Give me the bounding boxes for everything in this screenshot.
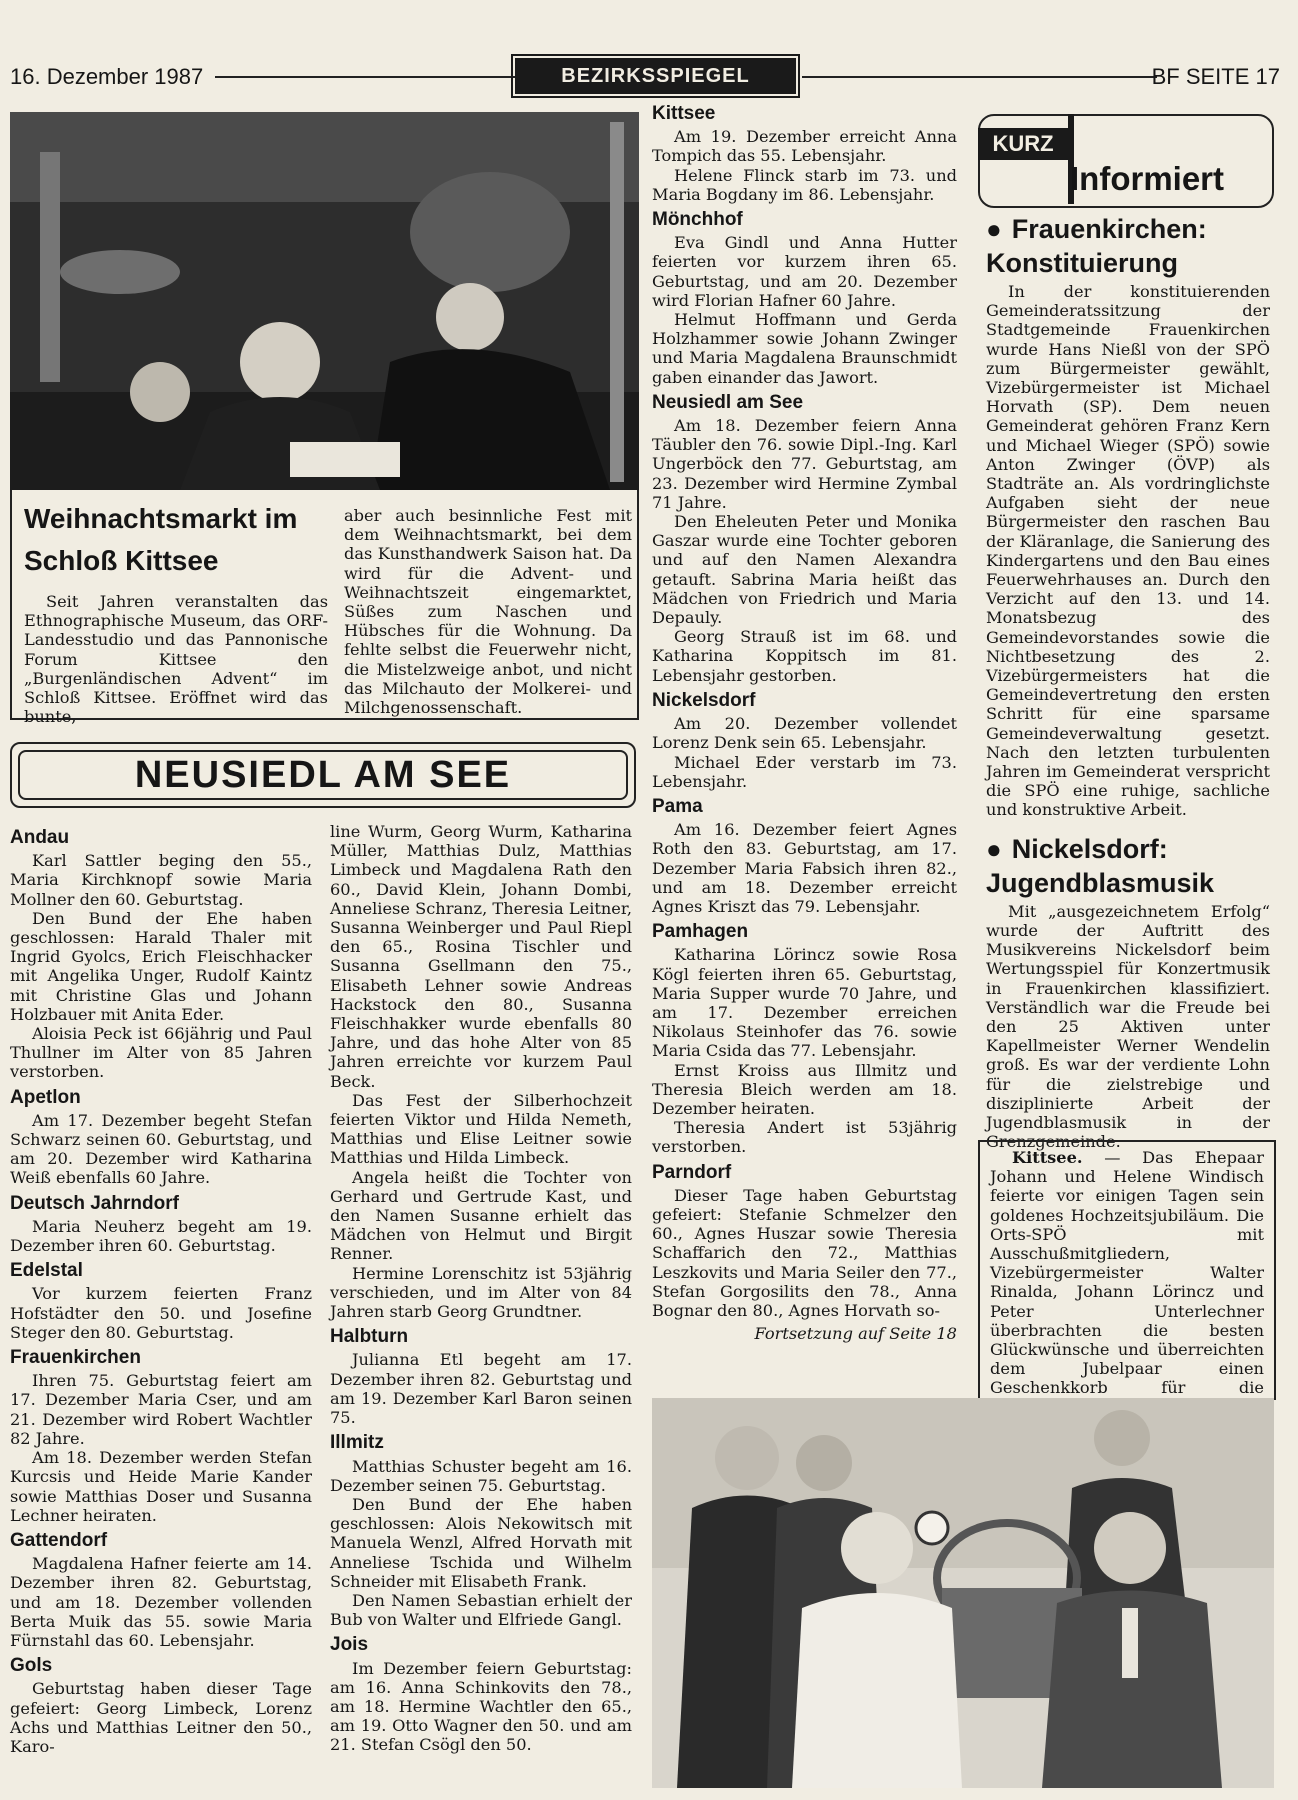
news-section-illmitz <box>330 1433 632 1629</box>
news-section-andau <box>10 828 312 1082</box>
news-section-gattendorf <box>10 1531 312 1650</box>
feature-article-box <box>10 490 639 727</box>
news-section-jois <box>330 1635 632 1754</box>
kurz-informiert-header <box>978 114 1274 208</box>
christmas-market-photo <box>10 112 639 490</box>
golden-wedding-photo <box>652 1398 1274 1788</box>
kurz-news-column <box>986 212 1270 1151</box>
news-paragraph: Julianna Etl begeht am 17. Dezember ihren 82. Geburtstag und am 19. Dezember Karl Baron seinen 75. <box>330 1350 632 1428</box>
kittsee-text: — Das Ehepaar Johann und Helene Windisch feierte vor einigen Tagen sein goldenes Hochzeitsjubiläum. Die Orts-SPÖ mit Ausschußmitgliedern, Vizebürgermeister Walter Rinalda, Johann Lörincz und Peter Unterlechner überbrachten die besten Glückwünsche und überreichten dem Jubelpaar einen Geschenkkorb für die <box>990 1148 1264 1398</box>
news-section-deutsch-jahrndorf <box>10 1194 312 1256</box>
kurz-text: Mit „ausgezeichnetem Erfolg“ wurde der Auftritt des Musikvereins Nickelsdorf beim Wertungsspiel für Konzertmusik in Frauenkirchen klassifiziert. Verständlich war die Freude bei den 25 Aktiven unter Kapellmeister Werner Wendelin groß. Es war der verdiente Lohn für die zielstrebige und disziplinierte Arbeit der Jugendblasmusik in der Grenzgemeinde. <box>986 901 1270 1152</box>
news-paragraph: Am 18. Dezember werden Stefan Kurcsis und Heide Marie Kander sowie Matthias Doser und Susanna Lechner heiraten. <box>10 1448 312 1525</box>
town-heading: Neusiedl am See <box>652 391 804 413</box>
news-section-halbturn <box>330 1327 632 1427</box>
news-paragraph: Helene Flinck starb im 73. und Maria Bogdany im 86. Lebensjahr. <box>652 165 957 204</box>
town-heading: Kittsee <box>652 103 716 124</box>
news-paragraph: Ernst Kroiss aus Illmitz und Theresia Bleich werden am 18. Dezember heiraten. <box>652 1060 957 1118</box>
column-left <box>10 822 312 1756</box>
district-title: NEUSIEDL AM SEE <box>18 750 628 800</box>
news-paragraph: Den Bund der Ehe haben geschlossen: Alois Nekowitsch mit Manuela Wenzl, Alfred Horvath mit Anneliese Tschida und Wilhelm Schneider mit Elisabeth Frank. <box>330 1494 632 1591</box>
kurz-heading-line2: Konstituierung <box>986 248 1178 278</box>
kittsee-lead: Kittsee. <box>1012 1148 1083 1167</box>
town-heading: Nickelsdorf <box>652 689 756 711</box>
bullet-dot-icon: ● <box>986 214 1002 244</box>
news-paragraph: Dieser Tage haben Geburtstag gefeiert: Stefanie Schmelzer den 60., Agnes Huszar sowie Theresia Schaffarich den 72., Matthias Leszkovits und Maria Seiler den 77., Stefan Gorgosilits den 78., Anna Bognar den 80., Agnes Horvath so- <box>652 1185 957 1320</box>
header-rule-left <box>215 76 515 78</box>
news-paragraph: Aloisia Peck ist 66jährig und Paul Thullner im Alter von 85 Jahren verstorben. <box>10 1024 312 1082</box>
news-paragraph: Den Eheleuten Peter und Monika Gaszar wurde eine Tochter geboren und auf den Namen Alexandra getauft. Sabrina Maria heißt das Mädchen von Friedrich und Maria Depauly. <box>652 512 957 628</box>
news-section-pama <box>652 797 957 916</box>
news-section-kittsee <box>652 104 957 204</box>
feature-title-line1: Weihnachtsmarkt im <box>24 503 298 534</box>
news-paragraph: Georg Strauß ist im 68. und Katharina Koppitsch im 81. Lebensjahr gestorben. <box>652 627 957 685</box>
issue-date: 16. Dezember 1987 <box>10 64 204 89</box>
town-heading: Illmitz <box>330 1432 384 1454</box>
news-paragraph: Den Namen Sebastian erhielt der Bub von Walter und Elfriede Gangl. <box>330 1590 632 1630</box>
news-section-nickelsdorf <box>652 691 957 791</box>
news-paragraph: line Wurm, Georg Wurm, Katharina Müller, Matthias Dulz, Matthias Limbeck und Magdalena Rath den 60., David Klein, Johann Dombi, Anneliese Schranz, Theresia Leitner, Susanna Weinberger und Paul Riepl den 65., Rosina Tischler und Susanna Gsellmann den 75., Elisabeth Lehner sowie Andreas Hackstock den 80., Susanna Fleischhakker wurde ebenfalls 80 Jahre, und das hohe Alter von 85 Jahren erreichte vor kurzem Paul Beck. <box>330 822 632 1091</box>
news-paragraph: Hermine Lorenschitz ist 53jährig verschieden, und im Alter von 84 Jahren starb Georg Grundtner. <box>330 1263 632 1322</box>
kurz-title: Informiert <box>1070 160 1225 197</box>
news-paragraph: Im Dezember feiern Geburtstag: am 16. Anna Schinkovits den 78., am 18. Hermine Wachtler den 65., am 19. Otto Wagner den 50. und am 21. Stefan Csögl den 50. <box>330 1658 632 1755</box>
town-heading: Gols <box>10 1655 53 1677</box>
town-heading: Mönchhof <box>652 209 743 231</box>
feature-title-line2: Schloß Kittsee <box>24 545 219 576</box>
news-paragraph: Am 19. Dezember erreicht Anna Tompich das 55. Lebensjahr. <box>652 127 957 166</box>
town-heading: Pama <box>652 795 703 817</box>
news-section-edelstal <box>10 1261 312 1342</box>
news-paragraph: Das Fest der Silberhochzeit feierten Viktor und Hilda Nemeth, Matthias und Elise Leitner sowie Matthias und Hilda Limbeck. <box>330 1090 632 1168</box>
news-paragraph: Ihren 75. Geburtstag feiert am 17. Dezember Maria Cser, und am 21. Dezember wird Robert Wachtler 82 Jahre. <box>10 1371 312 1448</box>
news-paragraph: Michael Eder verstarb im 73. Lebensjahr. <box>652 752 957 791</box>
town-heading: Gattendorf <box>10 1529 108 1551</box>
section-title: BEZIRKSSPIEGEL <box>515 58 796 94</box>
kurz-badge: KURZ <box>978 128 1068 160</box>
news-section-parndorf <box>652 1163 957 1321</box>
town-heading: Edelstal <box>10 1260 83 1282</box>
news-paragraph: Magdalena Hafner feierte am 14. Dezember ihren 82. Geburtstag, und am 18. Dezember vollenden Berta Muik das 55. sowie Maria Fürnstahl das 60. Lebensjahr. <box>10 1554 312 1650</box>
news-paragraph: Am 20. Dezember vollendet Lorenz Denk sein 65. Lebensjahr. <box>652 714 957 753</box>
bullet-dot-icon: ● <box>986 833 1002 864</box>
news-paragraph: Den Bund der Ehe haben geschlossen: Harald Thaler mit Ingrid Gyolcs, Erich Fleischhacker mit Angelika Unger, Rudolf Kaintz mit Christine Glas und Johann Holzbauer mit Anita Eder. <box>10 908 312 1024</box>
news-paragraph: Am 16. Dezember feiert Agnes Roth den 83. Geburtstag, am 17. Dezember Maria Fabsich ihren 82., und am 18. Dezember erreicht Agnes Kriszt das 79. Lebensjahr. <box>652 820 957 916</box>
news-section-moenchhof <box>652 210 957 387</box>
news-paragraph: Am 18. Dezember feiern Anna Täubler den 76. sowie Dipl.-Ing. Karl Ungerböck den 77. Geburtstag, am 23. Dezember wird Hermine Zymbal 71 Jahre. <box>652 416 957 512</box>
kurz-heading-line1: Nickelsdorf: <box>1011 833 1168 864</box>
news-paragraph: Maria Neuherz begeht am 19. Dezember ihren 60. Geburtstag. <box>10 1216 312 1256</box>
district-banner <box>10 742 636 808</box>
news-paragraph: Geburtstag haben dieser Tage gefeiert: Georg Limbeck, Lorenz Achs und Matthias Leitner den 50., Karo- <box>10 1679 312 1756</box>
kurz-item-frauenkirchen <box>986 212 1270 820</box>
town-heading: Deutsch Jahrndorf <box>10 1192 179 1214</box>
news-paragraph: Angela heißt die Tochter von Gerhard und Gertrude Kast, und den Namen Susanne erhielt das Mädchen von Helmut und Birgit Renner. <box>330 1167 632 1264</box>
news-section-pamhagen <box>652 922 957 1156</box>
news-section-frauenkirchen <box>10 1348 312 1525</box>
news-section-neusiedl <box>652 393 957 685</box>
news-paragraph: Katharina Lörincz sowie Rosa Kögl feierten ihren 65. Geburtstag, Maria Supper wurde 70 Jahre, und am 17. Dezember erreichen Nikolaus Steinhofer das 76. sowie Maria Csida das 77. Lebensjahr. <box>652 945 957 1061</box>
header-rule-right <box>802 76 1157 78</box>
news-paragraph: Theresia Andert ist 53jährig verstorben. <box>652 1118 957 1157</box>
column-right <box>652 104 957 1343</box>
town-heading: Frauenkirchen <box>10 1347 141 1369</box>
town-heading: Andau <box>10 827 70 848</box>
page-number: BF SEITE 17 <box>1151 64 1280 89</box>
page-header <box>10 56 1280 94</box>
town-heading: Parndorf <box>652 1161 732 1183</box>
kurz-item-nickelsdorf <box>986 832 1270 1152</box>
kurz-text: In der konstituierenden Gemeinderatssitzung der Stadtgemeinde Frauenkirchen wurde Hans Nießl von der SPÖ zum Bürgermeister gewählt, Vizebürgermeister ist Michael Horvath (SP). Dem neuen Gemeinderat gehören Franz Kern und Michael Wieger (SPÖ) sowie Anton Zwinger (ÖVP) als Stadträte an. Als vordringlichste Aufgaben sieht der neue Bürgermeister den raschen Bau der Kläranlage, die Sanierung des Kindergartens und den Bau eines Feuerwehrhauses an. Durch den Verzicht auf den 13. und 14. Monatsbezug des Gemeindevorstandes sowie die Nichtbesetzung des 2. Vizebürgermeisters hat die Gemeindevertretung den ersten Schritt für eine sparsame Gemeindeverwaltung gesetzt. Nach den letzten turbulenten Jahren im Gemeinderat verspricht die SPÖ eine ruhige, sachliche und konstruktive Arbeit. <box>986 282 1270 820</box>
news-paragraph: Karl Sattler beging den 55., Maria Kirchknopf sowie Maria Mollner den 60. Geburtstag. <box>10 851 312 909</box>
news-section-gols <box>10 1656 312 1756</box>
column-middle <box>330 822 632 1755</box>
feature-text-col1: Seit Jahren veranstalten das Ethnographische Museum, das ORF-Landesstudio und das Pannonische Forum Kittsee den „Burgenländischen Advent“ im Schloß Kittsee. Eröffnet wird das bunte, <box>24 592 328 727</box>
kurz-heading-line1: Frauenkirchen: <box>1011 214 1207 244</box>
news-paragraph: Helmut Hoffmann und Gerda Holzhammer sowie Johann Zwinger und Maria Magdalena Braunschmidt gaben einander das Jawort. <box>652 310 957 387</box>
kurz-heading-line2: Jugendblasmusik <box>986 867 1215 898</box>
news-section-gols-continued <box>330 822 632 1321</box>
continued-note: Fortsetzung auf Seite 18 <box>754 1324 957 1344</box>
kittsee-anniversary-box <box>978 1140 1276 1400</box>
news-paragraph: Eva Gindl und Anna Hutter feierten vor kurzem ihren 65. Geburtstag, und am 20. Dezember wird Florian Hafner 60 Jahre. <box>652 233 957 310</box>
news-paragraph: Am 17. Dezember begeht Stefan Schwarz seinen 60. Geburtstag, und am 20. Dezember wird Katharina Weiß ebenfalls 60 Jahre. <box>10 1110 312 1188</box>
news-section-apetlon <box>10 1088 312 1188</box>
town-heading: Pamhagen <box>652 921 749 943</box>
town-heading: Apetlon <box>10 1086 81 1108</box>
feature-text-col2: aber auch besinnliche Fest mit dem Weihnachtsmarkt, bei dem das Kunsthandwerk Saison hat. Da wird für die Advent- und Weihnachtszeit eingemarktet, Süßes zum Naschen und Hübsches für die Wohnung. Da fehlte selbst die Feuerwehr nicht, die Mistelzweige anbot, und nicht das Milchauto der Molkerei- und Milchgenossenschaft. <box>344 506 632 718</box>
news-paragraph: Matthias Schuster begeht am 16. Dezember seinen 75. Geburtstag. <box>330 1456 632 1495</box>
town-heading: Jois <box>330 1634 369 1656</box>
news-paragraph: Vor kurzem feierten Franz Hofstädter den 50. und Josefine Steger den 80. Geburtstag. <box>10 1284 312 1342</box>
town-heading: Halbturn <box>330 1326 409 1348</box>
